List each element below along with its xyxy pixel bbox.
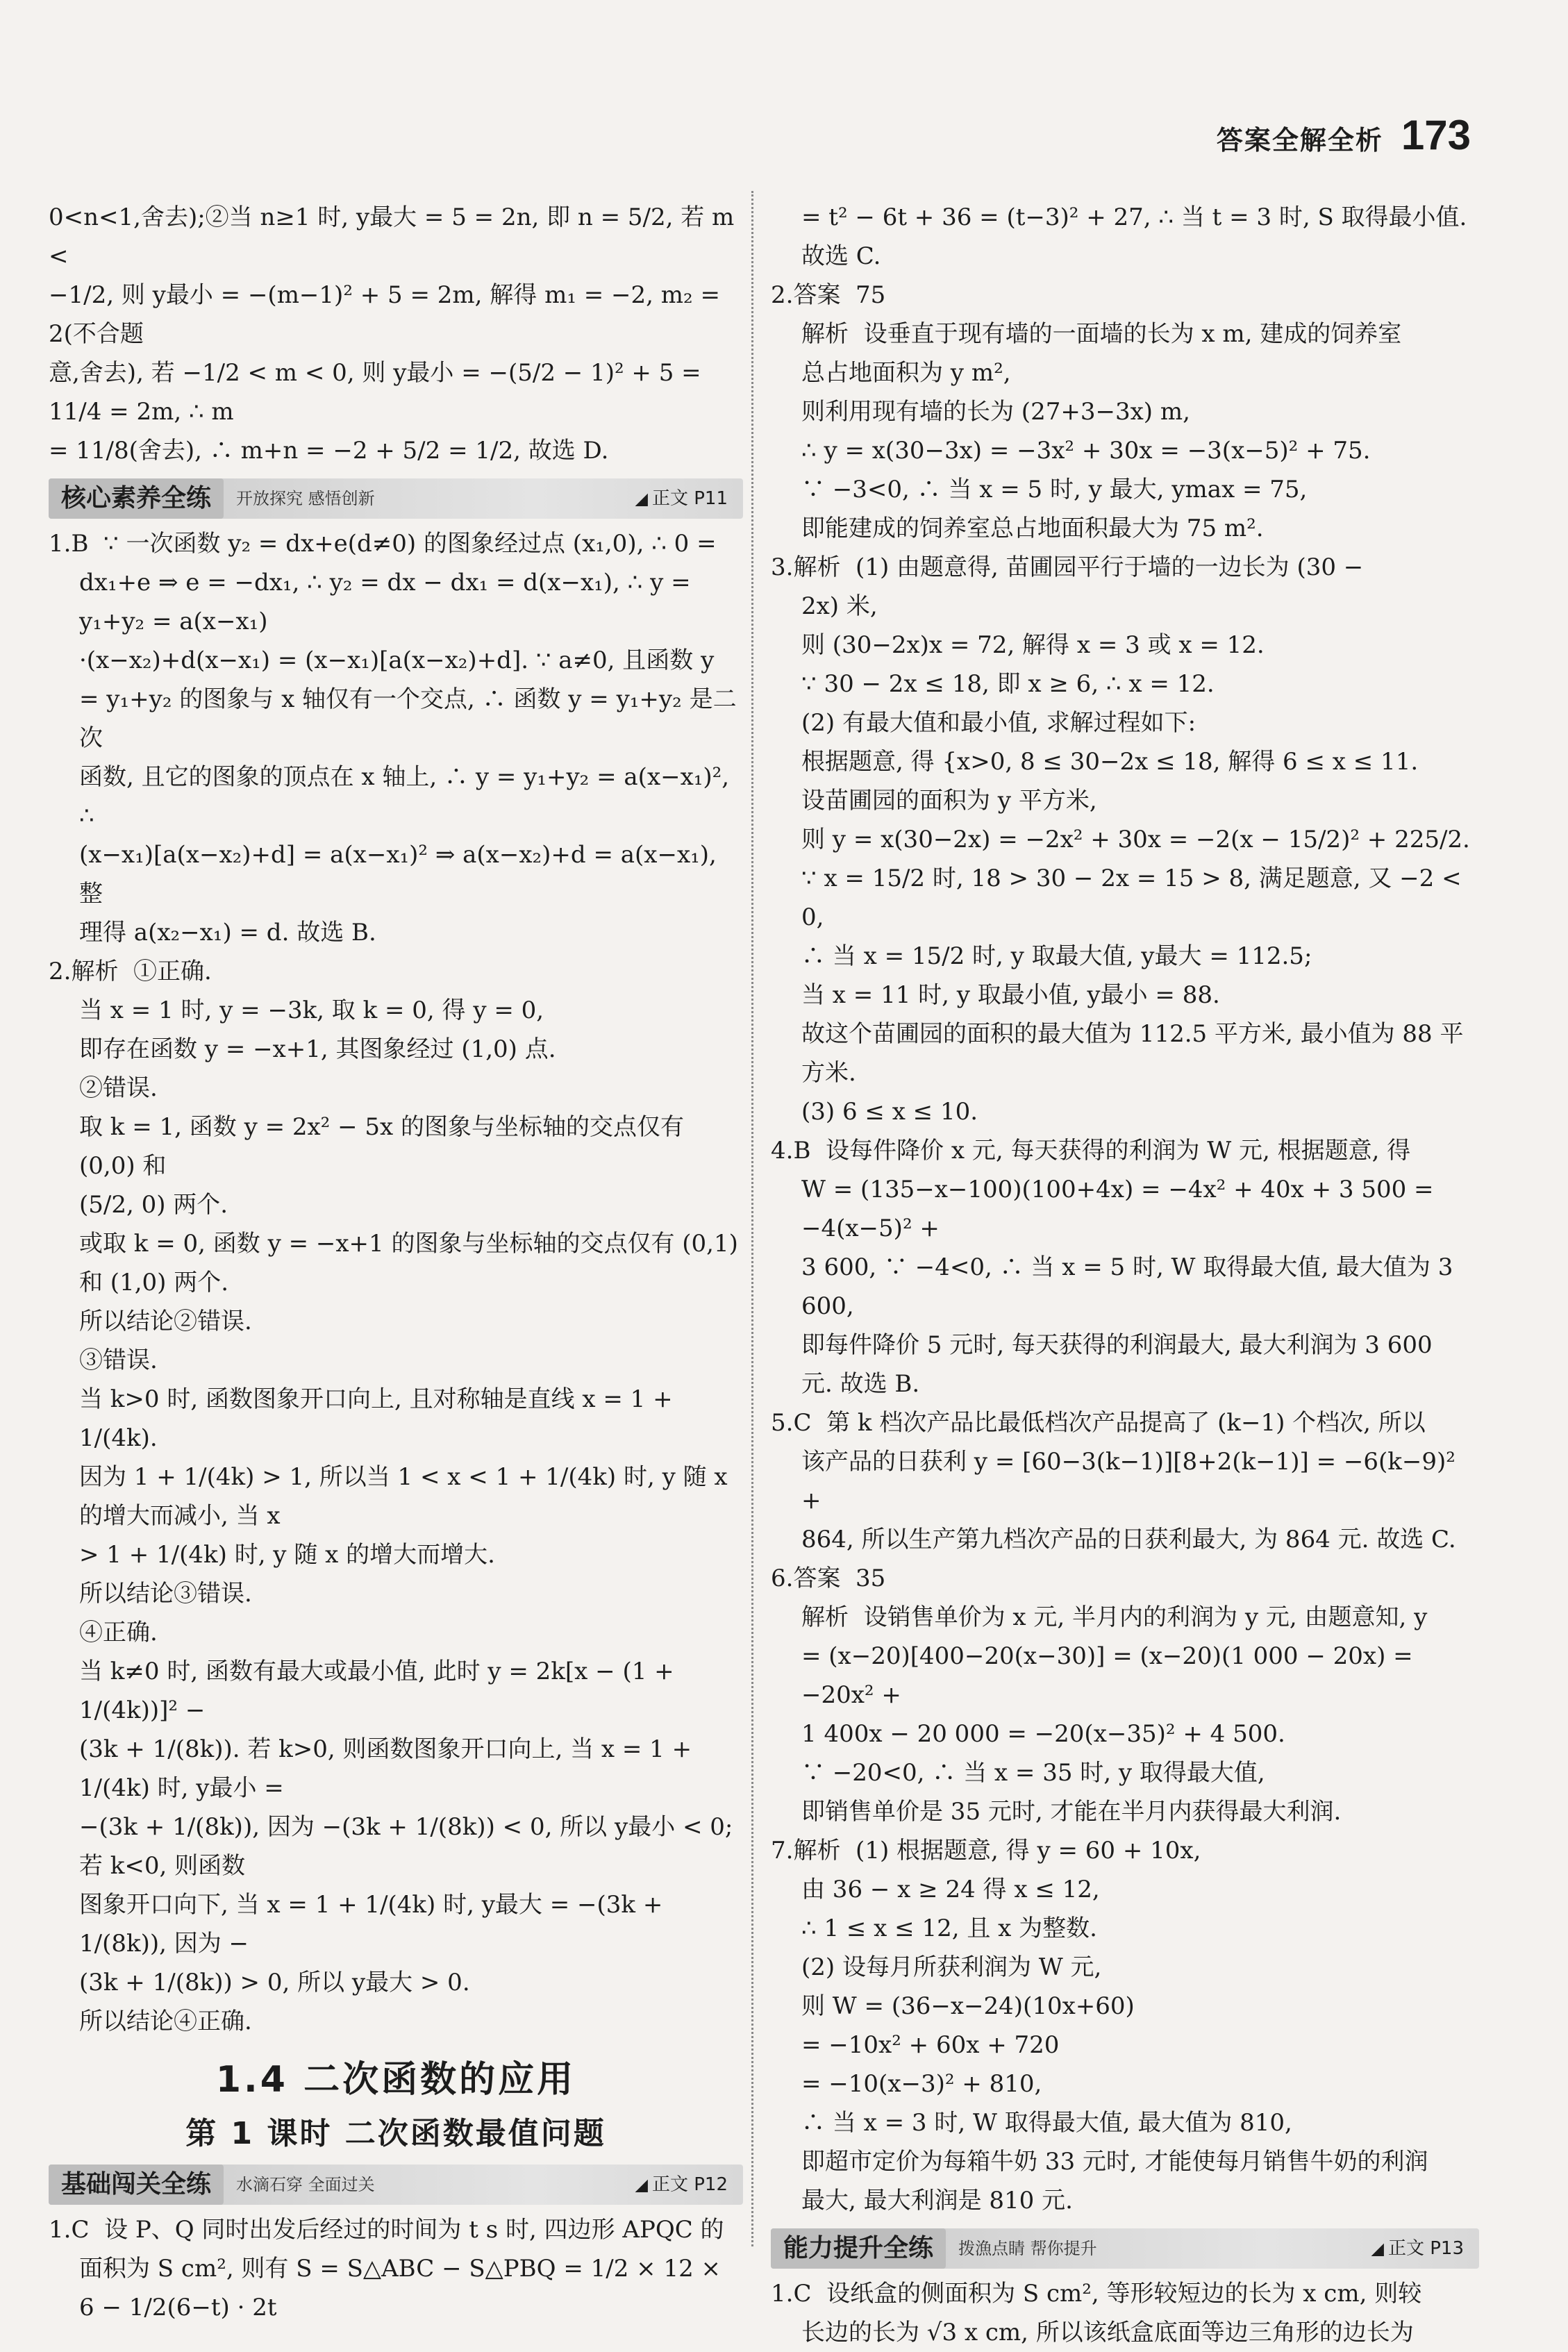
banner-ref: [635, 2165, 728, 2204]
section-banner-core: [49, 478, 743, 519]
answer-line: ∴ 1 ≤ x ≤ 12, 且 x 为整数.: [801, 1915, 1097, 1942]
answer-line: 解析 设销售单价为 x 元, 半月内的利润为 y 元, 由题意知, y: [801, 1603, 1428, 1631]
answer-line: 故这个苗圃园的面积的最大值为 112.5 平方米, 最小值为 88 平: [801, 1020, 1464, 1048]
ref-text: 正文 P13: [1387, 2238, 1464, 2259]
answer-line: = −10(x−3)² + 810,: [801, 2070, 1042, 2098]
answer-line: 则 (30−2x)x = 72, 解得 x = 3 或 x = 12.: [801, 631, 1265, 659]
answer-line: 图象开口向下, 当 x = 1 + 1/(4k) 时, y最大 = −(3k + 1/(8k)), 因为 −: [79, 1891, 671, 1958]
answer-line: (2) 设每月所获利润为 W 元,: [801, 1953, 1102, 1981]
answer-line: 864, 所以生产第九档次产品的日获利最大, 为 864 元. 故选 C.: [801, 1526, 1456, 1553]
answer-line: dx₁+e ⇒ e = −dx₁, ∴ y₂ = dx − dx₁ = d(x−x₁), ∴ y = y₁+y₂ = a(x−x₁): [79, 569, 699, 635]
answer-line: 由 36 − x ≥ 24 得 x ≤ 12,: [801, 1876, 1100, 1903]
answer-line: 3 600, ∵ −4<0, ∴ 当 x = 5 时, W 取得最大值, 最大值为 3 600,: [801, 1253, 1461, 1320]
banner-ref: [635, 479, 728, 518]
section-title: 1.4 二次函数的应用: [215, 2059, 576, 2101]
answer-line: 当 k>0 时, 函数图象开口向上, 且对称轴是直线 x = 1 + 1/(4k).: [79, 1385, 681, 1452]
ref-text: 正文 P11: [651, 488, 728, 509]
answer-line: 所以结论②错误.: [79, 1308, 252, 1335]
answer-line: 即存在函数 y = −x+1, 其图象经过 (1,0) 点.: [79, 1035, 556, 1063]
answer-line: 或取 k = 0, 函数 y = −x+1 的图象与坐标轴的交点仅有 (0,1): [79, 1230, 738, 1258]
answer-line: ∴ 当 x = 15/2 时, y 取最大值, y最大 = 112.5;: [801, 942, 1312, 970]
answer-line: = (x−20)[400−20(x−30)] = (x−20)(1 000 − 20x) = −20x² +: [801, 1642, 1421, 1709]
answer-line: 理得 a(x₂−x₁) = d. 故选 B.: [79, 919, 376, 946]
text-line: = 11/8(舍去), ∴ m+n = −2 + 5/2 = 1/2, 故选 D.: [49, 437, 609, 465]
answer-line: 和 (1,0) 两个.: [79, 1269, 229, 1296]
answer-line: 取 k = 1, 函数 y = 2x² − 5x 的图象与坐标轴的交点仅有 (0,0) 和: [79, 1113, 692, 1180]
answer-line: 7.解析 (1) 根据题意, 得 y = 60 + 10x,: [771, 1837, 1201, 1865]
answer-line: ∴ y = x(30−3x) = −3x² + 30x = −3(x−5)² + 75.: [801, 437, 1371, 465]
answer-line: 当 x = 1 时, y = −3k, 取 k = 0, 得 y = 0,: [79, 996, 544, 1024]
answer-line: −(3k + 1/(8k)), 因为 −(3k + 1/(8k)) < 0, 所以 y最小 < 0; 若 k<0, 则函数: [79, 1813, 741, 1880]
answer-line: 根据题意, 得 {x>0, 8 ≤ 30−2x ≤ 18, 解得 6 ≤ x ≤ 11.: [801, 748, 1419, 776]
answer-line: 则 W = (36−x−24)(10x+60): [801, 1992, 1135, 2020]
answer-line: 最大, 最大利润是 810 元.: [801, 2187, 1073, 2215]
banner-tag: 核心素养全练: [49, 478, 224, 519]
answer-line: 即超市定价为每箱牛奶 33 元时, 才能使每月销售牛奶的利润: [801, 2148, 1428, 2176]
answer-line: = y₁+y₂ 的图象与 x 轴仅有一个交点, ∴ 函数 y = y₁+y₂ 是二次: [79, 685, 737, 752]
answer-line: 当 x = 11 时, y 取最小值, y最小 = 88.: [801, 981, 1220, 1009]
page-number: 173: [1401, 112, 1471, 158]
answer-line: 方米.: [801, 1059, 856, 1087]
answer-line: (2) 有最大值和最小值, 求解过程如下:: [801, 709, 1196, 737]
answer-line: ·(x−x₂)+d(x−x₁) = (x−x₁)[a(x−x₂)+d]. ∵ a≠0, 且函数 y: [79, 647, 715, 674]
answer-line: 函数, 且它的图象的顶点在 x 轴上, ∴ y = y₁+y₂ = a(x−x₁)², ∴: [79, 763, 737, 830]
answer-line: = −10x² + 60x + 720: [801, 2031, 1060, 2059]
pencil-icon: ◢: [635, 489, 648, 508]
banner-slogan: 开放探究 感悟创新: [236, 489, 375, 508]
answer-line: 5.C 第 k 档次产品比最低档次产品提高了 (k−1) 个档次, 所以: [771, 1409, 1426, 1437]
answer-line: 面积为 S cm², 则有 S = S△ABC − S△PBQ = 1/2 × 12 × 6 − 1/2(6−t) · 2t: [79, 2255, 728, 2321]
right-column: [771, 198, 1479, 2352]
answer-line: > 1 + 1/(4k) 时, y 随 x 的增大而增大.: [79, 1541, 495, 1569]
section-banner-basic: [49, 2165, 743, 2205]
header-label: 答案全解全析: [1216, 125, 1383, 156]
answer-line: 总占地面积为 y m²,: [801, 359, 1011, 387]
answer-line: 所以结论③错误.: [79, 1580, 252, 1608]
text-line: −1/2, 则 y最小 = −(m−1)² + 5 = 2m, 解得 m₁ = −2, m₂ = 2(不合题: [49, 281, 728, 348]
answer-line: 6.答案 35: [771, 1565, 886, 1592]
answer-line: (5/2, 0) 两个.: [79, 1191, 228, 1219]
answer-line: ∴ 当 x = 3 时, W 取得最大值, 最大值为 810,: [801, 2109, 1292, 2137]
page-header: [1217, 111, 1471, 159]
lesson-title: 第 1 课时 二次函数最值问题: [185, 2116, 606, 2151]
answer-line: 1.B ∵ 一次函数 y₂ = dx+e(d≠0) 的图象经过点 (x₁,0), ∴ 0 =: [49, 530, 717, 558]
column-divider: [751, 191, 753, 2246]
banner-tag: 能力提升全练: [771, 2228, 946, 2269]
answer-line: 长边的长为 √3 x cm, 所以该纸盒底面等边三角形的边长为: [801, 2319, 1414, 2346]
answer-line: ∵ x = 15/2 时, 18 > 30 − 2x = 15 > 8, 满足题意, 又 −2 < 0,: [801, 865, 1469, 931]
answer-line: W = (135−x−100)(100+4x) = −4x² + 40x + 3 500 = −4(x−5)² +: [801, 1176, 1442, 1242]
answer-line: ④正确.: [79, 1619, 158, 1646]
pencil-icon: ◢: [635, 2175, 648, 2194]
answer-line: = t² − 6t + 36 = (t−3)² + 27, ∴ 当 t = 3 时, S 取得最小值. 故选 C.: [801, 203, 1475, 270]
answer-line: (3k + 1/(8k)). 若 k>0, 则函数图象开口向上, 当 x = 1 + 1/(4k) 时, y最小 =: [79, 1735, 699, 1802]
answer-line: 1.C 设 P、Q 同时出发后经过的时间为 t s 时, 四边形 APQC 的: [49, 2216, 724, 2244]
answer-line: 1.C 设纸盒的侧面积为 S cm², 等形较短边的长为 x cm, 则较: [771, 2280, 1422, 2308]
answer-line: 该产品的日获利 y = [60−3(k−1)][8+2(k−1)] = −6(k−9)² +: [801, 1448, 1463, 1515]
answer-line: 元. 故选 B.: [801, 1370, 920, 1398]
answer-line: 即销售单价是 35 元时, 才能在半月内获得最大利润.: [801, 1798, 1342, 1826]
section-banner-ability: [771, 2228, 1479, 2269]
banner-slogan: 水滴石穿 全面过关: [236, 2175, 375, 2194]
answer-line: ∵ −3<0, ∴ 当 x = 5 时, y 最大, ymax = 75,: [801, 476, 1308, 503]
answer-line: (3k + 1/(8k)) > 0, 所以 y最大 > 0.: [79, 1969, 470, 1996]
answer-line: ②错误.: [79, 1074, 158, 1102]
answer-line: 3.解析 (1) 由题意得, 苗圃园平行于墙的一边长为 (30 −: [771, 553, 1364, 581]
answer-line: 1 400x − 20 000 = −20(x−35)² + 4 500.: [801, 1720, 1285, 1748]
answer-line: 则利用现有墙的长为 (27+3−3x) m,: [801, 398, 1190, 426]
answer-line: 解析 设垂直于现有墙的一面墙的长为 x m, 建成的饲养室: [801, 320, 1402, 348]
ref-text: 正文 P12: [651, 2174, 728, 2195]
answer-line: 因为 1 + 1/(4k) > 1, 所以当 1 < x < 1 + 1/(4k) 时, y 随 x 的增大而减小, 当 x: [79, 1463, 735, 1530]
answer-line: 即能建成的饲养室总占地面积最大为 75 m².: [801, 515, 1264, 542]
answer-line: 2x) 米,: [801, 592, 878, 620]
answer-line: 即每件降价 5 元时, 每天获得的利润最大, 最大利润为 3 600: [801, 1331, 1433, 1359]
banner-slogan: 拨漁点睛 帮你提升: [958, 2239, 1097, 2258]
text-line: 0<n<1,舍去);②当 n≥1 时, y最大 = 5 = 2n, 即 n = 5/2, 若 m <: [49, 203, 742, 270]
answer-line: 设苗圃园的面积为 y 平方米,: [801, 787, 1097, 815]
answer-line: 当 k≠0 时, 函数有最大或最小值, 此时 y = 2k[x − (1 + 1/(4k))]² −: [79, 1658, 682, 1724]
text-line: 意,舍去), 若 −1/2 < m < 0, 则 y最小 = −(5/2 − 1)² + 5 = 11/4 = 2m, ∴ m: [49, 359, 709, 426]
pencil-icon: ◢: [1371, 2239, 1384, 2258]
answer-line: 2.答案 75: [771, 281, 886, 309]
answer-line: (x−x₁)[a(x−x₂)+d] = a(x−x₁)² ⇒ a(x−x₂)+d = a(x−x₁), 整: [79, 841, 724, 908]
left-column: [49, 198, 743, 2327]
banner-tag: 基础闯关全练: [49, 2165, 224, 2205]
answer-line: 2.解析 ①正确.: [49, 958, 212, 985]
answer-line: (3) 6 ≤ x ≤ 10.: [801, 1098, 978, 1126]
answer-line: 4.B 设每件降价 x 元, 每天获得的利润为 W 元, 根据题意, 得: [771, 1137, 1411, 1165]
answer-line: 则 y = x(30−2x) = −2x² + 30x = −2(x − 15/2)² + 225/2.: [801, 826, 1470, 853]
answer-line: ③错误.: [79, 1346, 158, 1374]
answer-line: 所以结论④正确.: [79, 2008, 252, 2035]
answer-line: ∵ −20<0, ∴ 当 x = 35 时, y 取得最大值,: [801, 1759, 1265, 1787]
banner-ref: [1371, 2229, 1465, 2268]
answer-line: ∵ 30 − 2x ≤ 18, 即 x ≥ 6, ∴ x = 12.: [801, 670, 1215, 698]
